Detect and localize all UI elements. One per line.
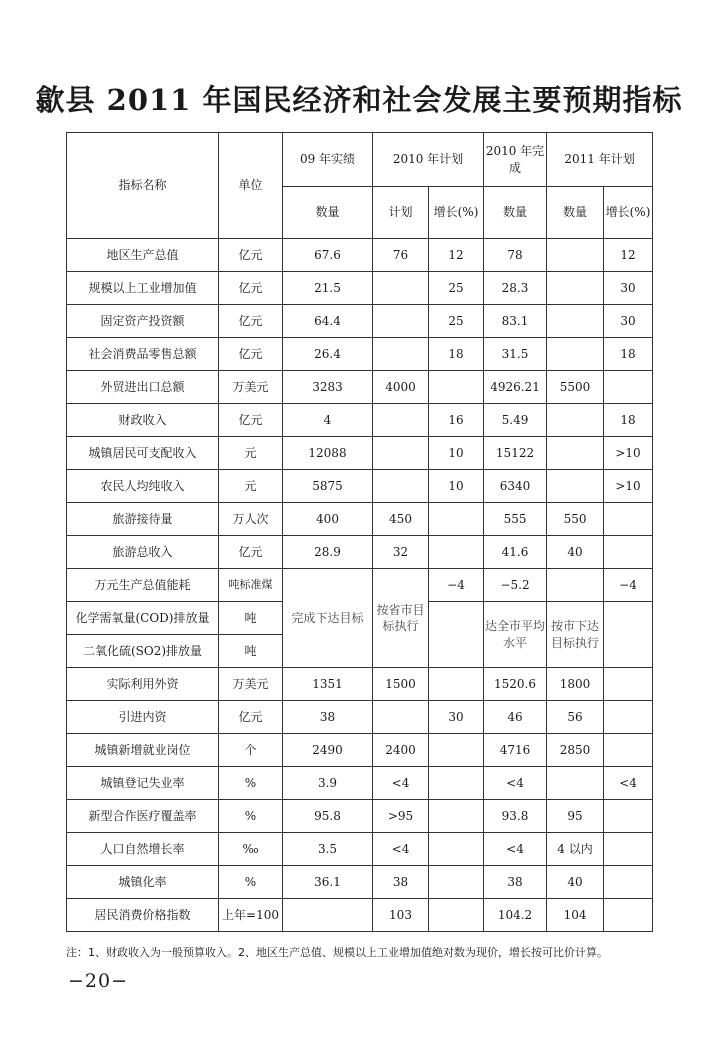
- cell-name: 财政收入: [67, 404, 219, 437]
- header-name: 指标名称: [67, 133, 219, 239]
- cell-name: 新型合作医疗覆盖率: [67, 800, 219, 833]
- cell-p10: >95: [373, 800, 429, 833]
- cell-a09: 26.4: [283, 338, 373, 371]
- cell-unit: %: [219, 767, 283, 800]
- cell-merged-d10: 达全市平均水平: [484, 602, 547, 668]
- cell-d10: 555: [484, 503, 547, 536]
- cell-g11: >10: [604, 437, 653, 470]
- cell-g10: 10: [429, 437, 484, 470]
- table-row: [67, 437, 653, 470]
- cell-name: 人口自然增长率: [67, 833, 219, 866]
- cell-d10: −5.2: [484, 569, 547, 602]
- table-row: [67, 239, 653, 272]
- cell-p10: [373, 338, 429, 371]
- cell-q11: 550: [547, 503, 604, 536]
- header-plan: 计划: [373, 187, 429, 239]
- cell-name: 二氧化硫(SO2)排放量: [67, 635, 219, 668]
- cell-g11: [604, 833, 653, 866]
- table-row: [67, 470, 653, 503]
- cell-unit: 亿元: [219, 701, 283, 734]
- cell-unit: 亿元: [219, 536, 283, 569]
- cell-name: 农民人均纯收入: [67, 470, 219, 503]
- cell-d10: 93.8: [484, 800, 547, 833]
- table-row: [67, 767, 653, 800]
- cell-q11: [547, 767, 604, 800]
- cell-g11: [604, 701, 653, 734]
- cell-name: 万元生产总值能耗: [67, 569, 219, 602]
- cell-unit: 亿元: [219, 272, 283, 305]
- cell-p10: <4: [373, 767, 429, 800]
- cell-g11: 30: [604, 272, 653, 305]
- cell-g11: <4: [604, 767, 653, 800]
- cell-g10: 30: [429, 701, 484, 734]
- cell-unit: 亿元: [219, 305, 283, 338]
- table-row: [67, 272, 653, 305]
- cell-p10: [373, 305, 429, 338]
- cell-g11: >10: [604, 470, 653, 503]
- cell-unit: 万人次: [219, 503, 283, 536]
- header-growth: 增长(%): [429, 187, 484, 239]
- cell-d10: 6340: [484, 470, 547, 503]
- header-plan-2011: 2011 年计划: [547, 133, 653, 187]
- cell-g10: [429, 734, 484, 767]
- cell-a09: 64.4: [283, 305, 373, 338]
- cell-name: 实际利用外资: [67, 668, 219, 701]
- cell-name: 城镇新增就业岗位: [67, 734, 219, 767]
- cell-unit: 吨: [219, 602, 283, 635]
- cell-a09: [283, 899, 373, 932]
- cell-q11: 56: [547, 701, 604, 734]
- cell-p10: [373, 701, 429, 734]
- cell-g10: [429, 503, 484, 536]
- cell-a09: 12088: [283, 437, 373, 470]
- cell-q11: [547, 470, 604, 503]
- cell-name: 外贸进出口总额: [67, 371, 219, 404]
- cell-p10: 103: [373, 899, 429, 932]
- cell-g11: [604, 602, 653, 668]
- cell-g10: [429, 668, 484, 701]
- header-growth: 增长(%): [604, 187, 653, 239]
- table-row: [67, 536, 653, 569]
- cell-g10: [429, 767, 484, 800]
- cell-d10: 46: [484, 701, 547, 734]
- cell-unit: 亿元: [219, 404, 283, 437]
- cell-d10: 4926.21: [484, 371, 547, 404]
- table-row: [67, 305, 653, 338]
- table-row: [67, 668, 653, 701]
- cell-g10: [429, 833, 484, 866]
- cell-a09: 21.5: [283, 272, 373, 305]
- cell-g11: [604, 899, 653, 932]
- cell-name: 规模以上工业增加值: [67, 272, 219, 305]
- cell-g10: [429, 371, 484, 404]
- cell-g11: [604, 536, 653, 569]
- table-row: [67, 701, 653, 734]
- cell-p10: 4000: [373, 371, 429, 404]
- table-row: [67, 866, 653, 899]
- cell-g10: 25: [429, 272, 484, 305]
- table-row: [67, 800, 653, 833]
- cell-unit: 吨: [219, 635, 283, 668]
- cell-q11: [547, 239, 604, 272]
- table-row: [67, 371, 653, 404]
- footnote: 注：1、财政收入为一般预算收入。2、地区生产总值、规模以上工业增加值绝对数为现价，增长按可比价计算。: [66, 946, 608, 959]
- cell-name: 引进内资: [67, 701, 219, 734]
- cell-g11: 18: [604, 338, 653, 371]
- cell-d10: <4: [484, 767, 547, 800]
- cell-d10: 4716: [484, 734, 547, 767]
- cell-g11: [604, 866, 653, 899]
- cell-d10: 41.6: [484, 536, 547, 569]
- cell-d10: 31.5: [484, 338, 547, 371]
- cell-unit: 个: [219, 734, 283, 767]
- cell-q11: 4 以内: [547, 833, 604, 866]
- cell-d10: 83.1: [484, 305, 547, 338]
- cell-q11: 40: [547, 866, 604, 899]
- cell-unit: 上年=100: [219, 899, 283, 932]
- cell-g10: [429, 899, 484, 932]
- cell-q11: 95: [547, 800, 604, 833]
- cell-a09: 67.6: [283, 239, 373, 272]
- cell-name: 化学需氧量(COD)排放量: [67, 602, 219, 635]
- cell-a09: 3283: [283, 371, 373, 404]
- cell-g11: −4: [604, 569, 653, 602]
- cell-g11: 30: [604, 305, 653, 338]
- cell-g11: [604, 371, 653, 404]
- cell-name: 城镇居民可支配收入: [67, 437, 219, 470]
- cell-d10: 28.3: [484, 272, 547, 305]
- cell-name: 社会消费品零售总额: [67, 338, 219, 371]
- cell-a09: 95.8: [283, 800, 373, 833]
- cell-d10: 104.2: [484, 899, 547, 932]
- cell-p10: [373, 272, 429, 305]
- cell-g10: −4: [429, 569, 484, 602]
- cell-unit: 吨标准煤: [219, 569, 283, 602]
- cell-g11: 12: [604, 239, 653, 272]
- header-unit: 单位: [219, 133, 283, 239]
- cell-g10: [429, 866, 484, 899]
- cell-p10: 76: [373, 239, 429, 272]
- cell-a09: 2490: [283, 734, 373, 767]
- table-row: [67, 734, 653, 767]
- cell-merged-a09: 完成下达目标: [283, 569, 373, 668]
- cell-p10: 32: [373, 536, 429, 569]
- cell-g10: 10: [429, 470, 484, 503]
- cell-a09: 36.1: [283, 866, 373, 899]
- cell-g10: 25: [429, 305, 484, 338]
- cell-p10: [373, 404, 429, 437]
- cell-a09: 400: [283, 503, 373, 536]
- cell-a09: 38: [283, 701, 373, 734]
- cell-name: 旅游接待量: [67, 503, 219, 536]
- cell-unit: 亿元: [219, 239, 283, 272]
- cell-q11: 1800: [547, 668, 604, 701]
- header-done-2010: 2010 年完成: [484, 133, 547, 187]
- cell-merged-q11: 按市下达目标执行: [547, 602, 604, 668]
- cell-g11: 18: [604, 404, 653, 437]
- cell-g11: [604, 734, 653, 767]
- table-row: [67, 833, 653, 866]
- cell-name: 城镇登记失业率: [67, 767, 219, 800]
- cell-q11: [547, 404, 604, 437]
- cell-q11: 40: [547, 536, 604, 569]
- cell-q11: [547, 569, 604, 602]
- cell-a09: 28.9: [283, 536, 373, 569]
- cell-g10: 16: [429, 404, 484, 437]
- cell-q11: 2850: [547, 734, 604, 767]
- cell-unit: %: [219, 800, 283, 833]
- cell-unit: 万美元: [219, 668, 283, 701]
- table-row: [67, 899, 653, 932]
- cell-p10: 38: [373, 866, 429, 899]
- header-qty: 数量: [484, 187, 547, 239]
- cell-merged-p10: 按省市目标执行: [373, 569, 429, 668]
- cell-a09: 1351: [283, 668, 373, 701]
- cell-unit: ‰: [219, 833, 283, 866]
- cell-p10: [373, 437, 429, 470]
- table-row: [67, 404, 653, 437]
- cell-a09: 3.9: [283, 767, 373, 800]
- cell-unit: 万美元: [219, 371, 283, 404]
- header-plan-2010: 2010 年计划: [373, 133, 484, 187]
- table-row: [67, 338, 653, 371]
- cell-unit: 亿元: [219, 338, 283, 371]
- cell-g10: [429, 602, 484, 668]
- cell-a09: 4: [283, 404, 373, 437]
- cell-unit: 元: [219, 470, 283, 503]
- cell-g11: [604, 668, 653, 701]
- cell-a09: 3.5: [283, 833, 373, 866]
- cell-g11: [604, 503, 653, 536]
- header-actual-09: 09 年实绩: [283, 133, 373, 187]
- page-number: −20−: [68, 970, 129, 992]
- cell-a09: 5875: [283, 470, 373, 503]
- indicator-table: [66, 132, 653, 932]
- cell-d10: 38: [484, 866, 547, 899]
- cell-q11: 5500: [547, 371, 604, 404]
- cell-g10: [429, 800, 484, 833]
- cell-name: 地区生产总值: [67, 239, 219, 272]
- cell-d10: 15122: [484, 437, 547, 470]
- cell-d10: 1520.6: [484, 668, 547, 701]
- cell-name: 城镇化率: [67, 866, 219, 899]
- cell-p10: 2400: [373, 734, 429, 767]
- cell-p10: 450: [373, 503, 429, 536]
- cell-p10: <4: [373, 833, 429, 866]
- cell-g10: [429, 536, 484, 569]
- header-qty: 数量: [547, 187, 604, 239]
- cell-q11: [547, 272, 604, 305]
- cell-q11: [547, 437, 604, 470]
- cell-g11: [604, 800, 653, 833]
- cell-unit: 元: [219, 437, 283, 470]
- cell-unit: %: [219, 866, 283, 899]
- page-title: 歙县 2011 年国民经济和社会发展主要预期指标: [35, 83, 683, 117]
- cell-q11: [547, 305, 604, 338]
- cell-p10: [373, 470, 429, 503]
- table-row: [67, 503, 653, 536]
- cell-name: 旅游总收入: [67, 536, 219, 569]
- cell-name: 居民消费价格指数: [67, 899, 219, 932]
- cell-p10: 1500: [373, 668, 429, 701]
- cell-q11: [547, 338, 604, 371]
- cell-name: 固定资产投资额: [67, 305, 219, 338]
- cell-g10: 18: [429, 338, 484, 371]
- cell-d10: <4: [484, 833, 547, 866]
- cell-d10: 5.49: [484, 404, 547, 437]
- cell-d10: 78: [484, 239, 547, 272]
- table-row: [67, 569, 653, 602]
- cell-q11: 104: [547, 899, 604, 932]
- header-qty: 数量: [283, 187, 373, 239]
- cell-g10: 12: [429, 239, 484, 272]
